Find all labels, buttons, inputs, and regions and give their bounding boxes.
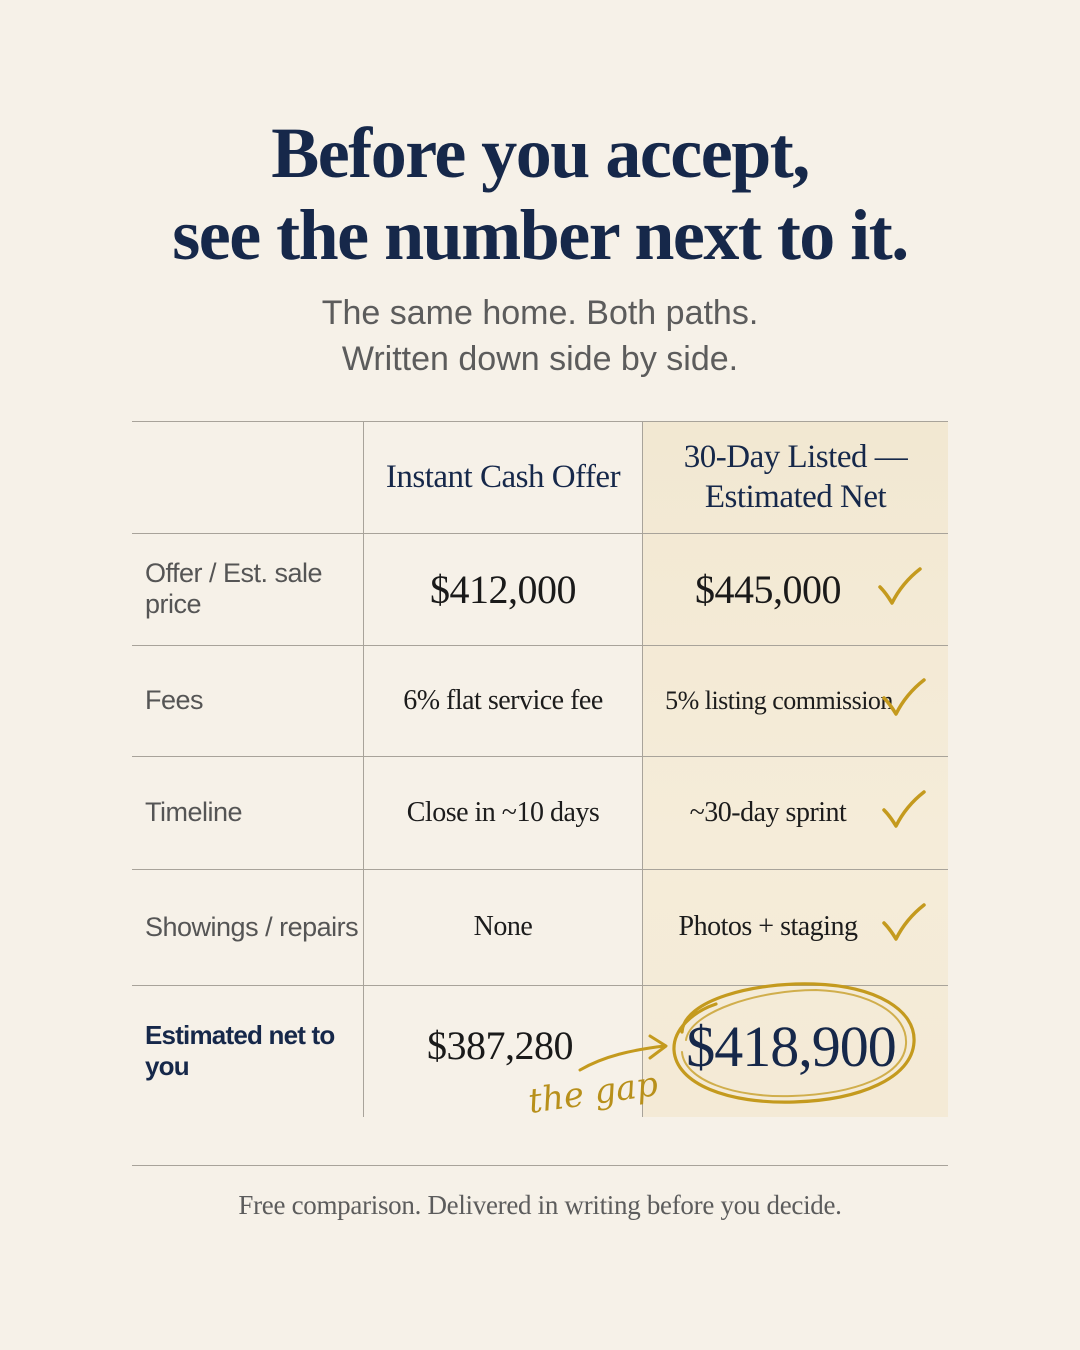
listed-net: $418,900 [686,1013,896,1079]
listed-timeline: ~30-day sprint [689,796,847,828]
headline [0,112,1080,276]
gap-annotation: the gap [525,1064,661,1122]
cash-offer-price: $412,000 [430,566,576,612]
row-label: Showings / repairs [145,911,359,942]
row-label: Offer / Est. sale price [145,558,323,619]
column-header-listed [643,421,948,533]
headline-line-1: Before you accept, [271,113,809,193]
row-label: Fees [145,685,204,715]
row-label-net: Estimated net to you [145,1020,335,1081]
cash-offer-fees: 6% flat service fee [403,684,603,716]
check-icon [880,901,928,945]
check-icon [880,788,928,832]
column-header-listed-line-2: Estimated Net [704,479,887,515]
column-header-listed-line-1: 30-Day Listed — [683,439,908,475]
subheading-line-1: The same home. Both paths. [321,294,759,332]
footer-rule [132,1165,948,1166]
listed-showings: Photos + staging [678,911,858,942]
check-icon [876,565,924,609]
subheading-line-2: Written down side by side. [341,340,739,378]
subheading [0,290,1080,382]
cash-offer-showings: None [473,911,533,942]
listed-fees: 5% listing commission [665,685,893,715]
footer-note: Free comparison. Delivered in writing before you decide. [238,1190,842,1220]
cash-offer-timeline: Close in ~10 days [406,796,600,828]
headline-line-2: see the number next to it. [172,195,908,275]
column-header-cash: Instant Cash Offer [385,459,621,495]
check-icon [880,676,928,720]
cash-offer-net: $387,280 [427,1022,573,1068]
row-label: Timeline [145,797,243,827]
listed-sale-price: $445,000 [695,566,841,612]
highlight-circle-icon [664,976,922,1112]
